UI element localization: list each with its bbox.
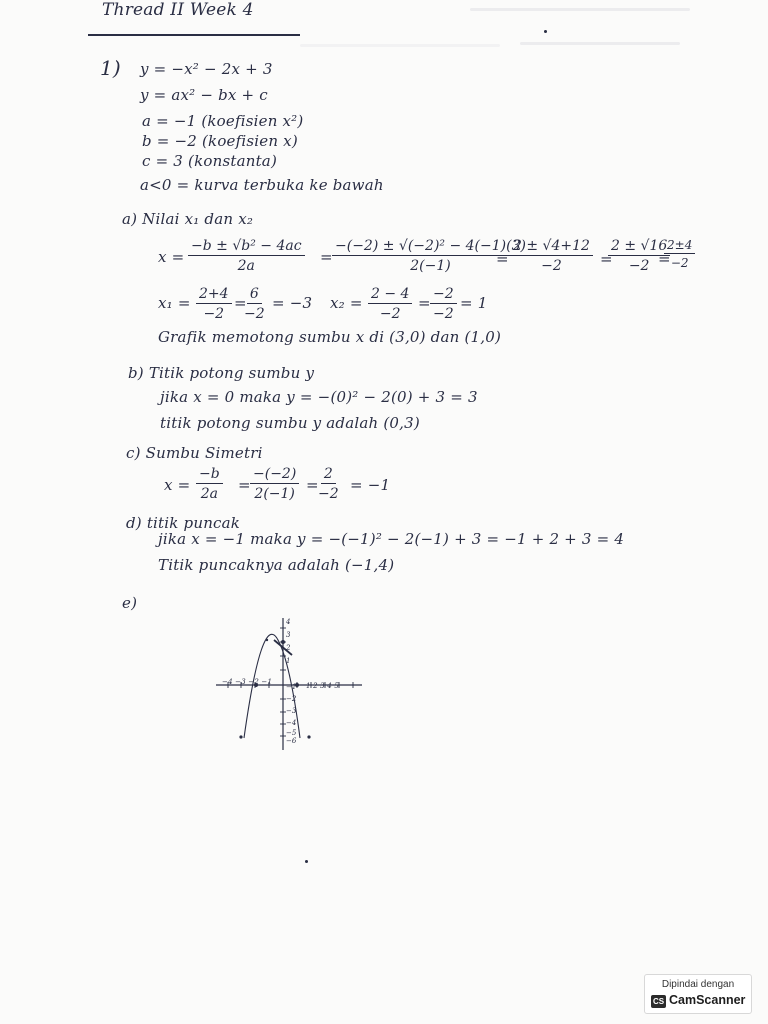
symmetry-numerator-3: 2 — [321, 466, 336, 484]
y-tick-label: −5 — [286, 729, 297, 737]
simplified-denominator-3: −2 — [670, 256, 689, 270]
simplified-numerator-3: 2±4 — [664, 238, 695, 254]
y-tick-label: 4 — [286, 618, 291, 626]
y-tick-label: 1 — [286, 657, 291, 665]
part-a-conclusion: Grafik memotong sumbu x di (3,0) dan (1,0) — [158, 328, 502, 346]
part-c-heading: c) Sumbu Simetri — [126, 444, 263, 462]
stray-point — [307, 735, 310, 738]
simplified-denominator-2: −2 — [628, 258, 650, 274]
y-tick-label: −6 — [286, 737, 297, 745]
general-form: y = ax² − bx + c — [140, 86, 268, 104]
simplified-numerator-2: 2 ± √16 — [608, 238, 670, 256]
symmetry-denominator-1: 2a — [200, 486, 218, 502]
equals-sign: = — [306, 476, 319, 494]
x1-label: x₁ = — [158, 294, 191, 312]
x1-numerator-2: 6 — [247, 286, 262, 304]
formula-denominator: 2a — [237, 258, 255, 274]
y-tick-label: −2 — [286, 695, 297, 703]
equals-sign: = — [418, 294, 431, 312]
constant-c: c = 3 (konstanta) — [142, 152, 278, 170]
simplified-numerator: 2 ± √4+12 — [510, 238, 593, 256]
coefficient-a: a = −1 (koefisien x²) — [142, 112, 304, 130]
y-tick-label: 3 — [286, 631, 291, 639]
substituted-numerator: −(−2) ± √(−2)² − 4(−1)(3) — [332, 238, 529, 256]
curve-note: a<0 = kurva terbuka ke bawah — [140, 176, 384, 194]
camscanner-badge — [644, 974, 752, 1014]
coefficient-b: b = −2 (koefisien x) — [142, 132, 298, 150]
x-equals: x = — [164, 476, 191, 494]
x2-label: x₂ = — [330, 294, 363, 312]
symmetry-result: = −1 — [350, 476, 391, 494]
x2-numerator: 2 − 4 — [368, 286, 412, 304]
x-equals: x = — [158, 248, 185, 266]
x1-numerator: 2+4 — [196, 286, 232, 304]
equals-sign: = — [658, 250, 671, 268]
part-a-heading: a) Nilai x₁ dan x₂ — [122, 210, 254, 228]
badge-caption: Dipindai dengan — [661, 979, 735, 990]
stray-point — [266, 639, 268, 641]
y-tick-label: −1 — [286, 683, 297, 691]
symmetry-numerator-2: −(−2) — [250, 466, 299, 484]
equals-sign: = — [320, 248, 333, 266]
x-axis-positive-labels: 1 2 3 4 5 — [306, 682, 339, 690]
symmetry-numerator-1: −b — [196, 466, 223, 484]
equals-sign: = — [238, 476, 251, 494]
x1-denominator-2: −2 — [244, 306, 265, 322]
y-intercept-point — [281, 640, 285, 644]
x2-denominator-2: −2 — [433, 306, 454, 322]
equals-sign: = — [234, 294, 247, 312]
part-b-heading: b) Titik potong sumbu y — [128, 364, 315, 382]
symmetry-denominator-2: 2(−1) — [254, 486, 295, 502]
badge-brand-name: CamScanner — [669, 993, 746, 1007]
part-b-line-1: jika x = 0 maka y = −(0)² − 2(0) + 3 = 3 — [160, 388, 478, 406]
x1-denominator: −2 — [203, 306, 225, 322]
stray-point — [239, 735, 242, 738]
part-d-heading: d) titik puncak — [126, 514, 241, 532]
equation: y = −x² − 2x + 3 — [140, 60, 273, 78]
substituted-denominator: 2(−1) — [410, 258, 451, 274]
problem-number: 1) — [100, 56, 121, 80]
x2-denominator: −2 — [379, 306, 401, 322]
equals-sign: = — [496, 250, 509, 268]
page-title: Thread II Week 4 — [102, 0, 254, 20]
part-d-line-2: Titik puncaknya adalah (−1,4) — [158, 556, 395, 574]
formula-numerator: −b ± √b² − 4ac — [188, 238, 305, 256]
symmetry-denominator-3: −2 — [318, 486, 339, 502]
equals-sign: = — [600, 250, 613, 268]
y-tick-label: −4 — [286, 719, 297, 727]
x2-result: = 1 — [460, 294, 488, 312]
x1-result: = −3 — [272, 294, 313, 312]
y-tick-label: 2 — [286, 644, 291, 652]
part-b-line-2: titik potong sumbu y adalah (0,3) — [160, 414, 420, 432]
x2-numerator-2: −2 — [430, 286, 457, 304]
camscanner-logo-icon: CS — [652, 997, 665, 1006]
y-tick-label: −3 — [286, 707, 297, 715]
y-axis-labels — [286, 619, 302, 746]
simplified-denominator: −2 — [541, 258, 562, 274]
part-d-line-1: jika x = −1 maka y = −(−1)² − 2(−1) + 3 = −1 + 2 + 3 = 4 — [158, 530, 625, 548]
part-e-heading: e) — [122, 594, 138, 612]
x-axis-negative-labels: −4 −3 −2 −1 — [222, 678, 273, 686]
